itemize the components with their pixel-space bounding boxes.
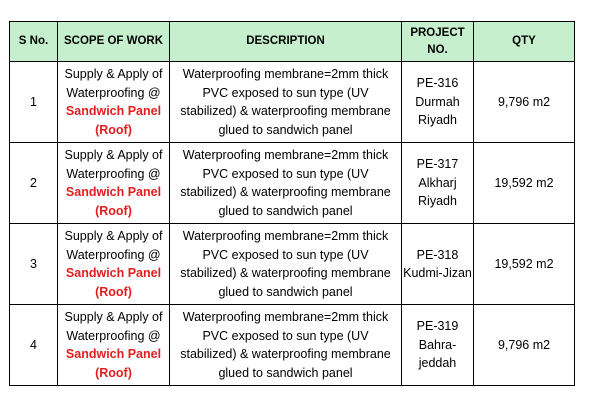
table-row bbox=[10, 143, 575, 224]
table-row bbox=[10, 305, 575, 386]
project-location: Alkharj Riyadh bbox=[418, 175, 457, 209]
project-cell bbox=[402, 305, 474, 386]
sno-cell: 4 bbox=[10, 305, 58, 386]
qty-cell: 19,592 m2 bbox=[474, 143, 575, 224]
sno-cell: 3 bbox=[10, 224, 58, 305]
qty-cell: 9,796 m2 bbox=[474, 62, 575, 143]
scope-text: Supply & Apply of Waterproofing @ bbox=[64, 310, 163, 343]
description-cell: Waterproofing membrane=2mm thick PVC exposed to sun type (UV stabilized) & waterproofing membrane glued to sandwich panel bbox=[170, 143, 402, 224]
project-code: PE-316 bbox=[416, 76, 459, 91]
header-project-line1: PROJECT bbox=[410, 26, 465, 39]
project-code: PE-318 bbox=[416, 247, 459, 262]
header-scope: SCOPE OF WORK bbox=[58, 22, 170, 62]
scope-cell bbox=[58, 224, 170, 305]
scope-cell bbox=[58, 62, 170, 143]
description-cell: Waterproofing membrane=2mm thick PVC exposed to sun type (UV stabilized) & waterproofing membrane glued to sandwich panel bbox=[170, 305, 402, 386]
project-cell bbox=[402, 224, 474, 305]
scope-text: Supply & Apply of Waterproofing @ bbox=[64, 67, 163, 100]
header-qty: QTY bbox=[474, 22, 575, 62]
scope-text: Supply & Apply of Waterproofing @ bbox=[64, 229, 163, 262]
scope-highlight-text: Sandwich Panel (Roof) bbox=[65, 185, 162, 218]
scope-highlight-text: Sandwich Panel (Roof) bbox=[65, 104, 162, 137]
scope-cell bbox=[58, 305, 170, 386]
project-code: PE-319 bbox=[416, 319, 459, 334]
header-project bbox=[402, 22, 474, 62]
scope-highlight-text: Sandwich Panel (Roof) bbox=[65, 347, 162, 380]
qty-cell: 9,796 m2 bbox=[474, 305, 575, 386]
sno-cell: 1 bbox=[10, 62, 58, 143]
header-description: DESCRIPTION bbox=[170, 22, 402, 62]
project-location: Durmah Riyadh bbox=[415, 94, 460, 128]
header-sno: S No. bbox=[10, 22, 58, 62]
project-location: Kudmi-Jizan bbox=[403, 266, 472, 280]
project-location: Bahra-jeddah bbox=[418, 337, 457, 371]
description-cell: Waterproofing membrane=2mm thick PVC exposed to sun type (UV stabilized) & waterproofing membrane glued to sandwich panel bbox=[170, 62, 402, 143]
scope-cell bbox=[58, 143, 170, 224]
scope-highlight-text: Sandwich Panel (Roof) bbox=[65, 266, 162, 299]
qty-cell: 19,592 m2 bbox=[474, 224, 575, 305]
description-cell: Waterproofing membrane=2mm thick PVC exposed to sun type (UV stabilized) & waterproofing membrane glued to sandwich panel bbox=[170, 224, 402, 305]
sno-cell: 2 bbox=[10, 143, 58, 224]
project-cell bbox=[402, 143, 474, 224]
scope-text: Supply & Apply of Waterproofing @ bbox=[64, 148, 163, 181]
header-row bbox=[10, 22, 575, 62]
table-row bbox=[10, 224, 575, 305]
table-row bbox=[10, 62, 575, 143]
project-cell bbox=[402, 62, 474, 143]
header-project-line2: NO. bbox=[427, 43, 448, 56]
project-code: PE-317 bbox=[416, 157, 459, 172]
scope-of-work-table bbox=[9, 21, 575, 386]
